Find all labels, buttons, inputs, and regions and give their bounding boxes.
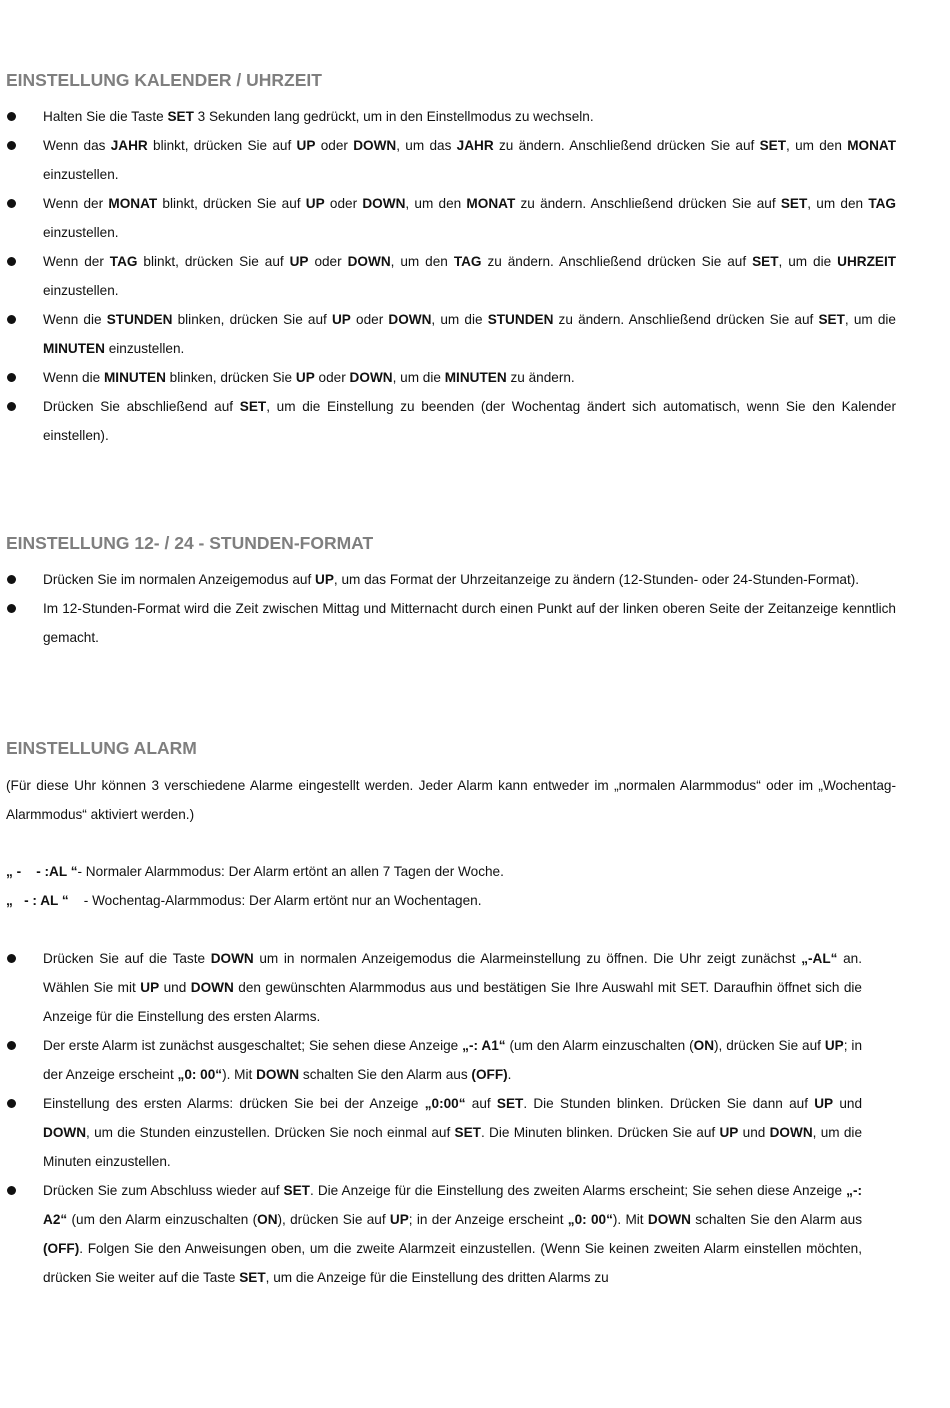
text-run: einzustellen. [43,283,119,298]
bold-term: TAG [453,254,482,269]
text-run: 3 Sekunden lang gedrückt, um in den Einstellmodus zu wechseln. [193,109,594,124]
bold-term: MONAT [466,196,516,211]
text-run: um in normalen Anzeigemodus die Alarmeinstellung zu öffnen. Die Uhr zeigt zunächst [253,951,802,966]
text-run: ; in der Anzeige erscheint [408,1212,568,1227]
text-run: oder [315,138,354,153]
text-run: , um die [778,254,838,269]
text-run: zu ändern. Anschließend drücken Sie auf [515,196,781,211]
bullet-item [6,305,896,363]
text-run: . Folgen Sie den Anweisungen oben, um die zweite Alarmzeit einzustellen. (Wenn Sie keinen zweiten Alarm einstellen möchten, drücken Sie weiter auf die Taste [43,1241,862,1285]
text-run: und [738,1125,770,1140]
bold-term: SET [239,399,267,414]
text-run: den gewünschten Alarmmodus aus und bestätigen Sie Ihre Auswahl mit SET. Daraufhin öffnet sich die Anzeige für die Einstellung des ersten Alarms. [43,980,862,1024]
bold-term: UP [296,138,316,153]
text-run: einzustellen. [43,167,119,182]
bold-term: UP [315,572,334,587]
bullet-dot-icon [7,575,16,584]
bold-term: „-: A1“ [462,1038,506,1053]
text-run: ; in der Anzeige erscheint [43,1038,863,1082]
text-run: Drücken Sie auf die Taste [43,951,211,966]
bullet-item [6,1176,862,1292]
text-run: Drücken Sie abschließend auf [43,399,240,414]
text-run: , um den [807,196,869,211]
bold-term: SET [167,109,194,124]
bold-term: UHRZEIT [837,254,897,269]
bold-term: UP [295,370,315,385]
bold-term: TAG [109,254,138,269]
bullet-item [6,944,862,1031]
text-run: ). Mit [612,1212,648,1227]
bold-term: DOWN [647,1212,691,1227]
bold-term: (OFF) [471,1067,508,1082]
section-title-hour-format: EINSTELLUNG 12- / 24 - STUNDEN-FORMAT [6,533,374,553]
text-run: , um die Minuten einzustellen. [43,1125,863,1169]
bullet-dot-icon [7,1099,16,1108]
text-run: , um die [431,312,488,327]
bold-term: SET [780,196,808,211]
bold-term: UP [289,254,309,269]
bullet-dot-icon [7,315,16,324]
bullet-dot-icon [7,1186,16,1195]
bold-term: SET [496,1096,524,1111]
text-run: blinken, drücken Sie [165,370,296,385]
bold-term: (OFF) [43,1241,80,1256]
bullet-item [6,392,896,450]
bullet-dot-icon [7,1041,16,1050]
bold-term: UP [331,312,351,327]
bold-term: DOWN [769,1125,813,1140]
bold-term: „ - : AL “ [6,893,69,908]
bold-term: UP [824,1038,844,1053]
text-run: einzustellen. [104,341,185,356]
bold-term: UP [814,1096,834,1111]
bold-term: DOWN [353,138,397,153]
bullet-dot-icon [7,257,16,266]
text-run: Wenn die [43,312,107,327]
bold-term: DOWN [210,951,254,966]
bold-term: UP [140,980,160,995]
bold-term: DOWN [362,196,406,211]
text-run: Im 12-Stunden-Format wird die Zeit zwischen Mittag und Mitternacht durch einen Punkt auf der linken oberen Seite der Zeitanzeige kenntlich gemacht. [43,601,896,645]
bullet-item [6,102,896,131]
bold-term: „-: A2“ [43,1183,862,1227]
text-run: (um den Alarm einzuschalten ( [505,1038,694,1053]
text-run: Der erste Alarm ist zunächst ausgeschaltet; Sie sehen diese Anzeige [43,1038,463,1053]
bullet-dot-icon [7,141,16,150]
text-run: einzustellen. [43,225,119,240]
bullet-dot-icon [7,199,16,208]
text-run: blinkt, drücken Sie auf [147,138,297,153]
alarm-intro-text: (Für diese Uhr können 3 verschiedene Alarme eingestellt werden. Jeder Alarm kann entweder im „normalen Alarmmodus“ oder im „Wochentag- Alarmmodus“ aktiviert werden.) [6,778,896,822]
text-run: schalten Sie den Alarm aus [299,1067,472,1082]
text-run: zu ändern. Anschließend drücken Sie auf [481,254,753,269]
text-run: . [507,1067,512,1082]
bold-term: TAG [868,196,896,211]
text-run: oder [314,370,350,385]
bullet-dot-icon [7,954,16,963]
bold-term: JAHR [456,138,494,153]
bold-term: SET [759,138,787,153]
bold-term: DOWN [43,1125,87,1140]
text-run: Wenn der [43,254,110,269]
text-run: , um die [844,312,896,327]
bullet-item [6,189,896,247]
text-run: blinken, drücken Sie auf [172,312,332,327]
text-run: , um das [396,138,457,153]
section-title-alarm: EINSTELLUNG ALARM [6,738,197,758]
calendar-steps-list [6,102,896,450]
bullet-dot-icon [7,402,16,411]
bold-term: UP [305,196,325,211]
text-run: oder [308,254,348,269]
text-run: oder [324,196,363,211]
text-run: . Die Anzeige für die Einstellung des zweiten Alarms erscheint; Sie sehen diese Anzeige [309,1183,847,1198]
text-run: und [833,1096,862,1111]
bold-term: DOWN [190,980,234,995]
bold-term: UP [719,1125,739,1140]
bold-term: DOWN [388,312,432,327]
text-run: ). Mit [222,1067,257,1082]
bullet-item [6,594,896,652]
bold-term: STUNDEN [106,312,173,327]
text-run: , um das Format der Uhrzeitanzeige zu ändern (12-Stunden- oder 24-Stunden-Format). [333,572,860,587]
bold-term: „-AL“ [801,951,838,966]
alarm-steps-list [6,944,862,1292]
bullet-item [6,131,896,189]
section-title-calendar: EINSTELLUNG KALENDER / UHRZEIT [6,70,322,90]
bullet-item [6,1089,862,1176]
text-run: . Die Stunden blinken. Drücken Sie dann auf [523,1096,815,1111]
bold-term: SET [239,1270,266,1285]
text-run: Wenn der [43,196,109,211]
bold-term: STUNDEN [487,312,554,327]
bold-term: JAHR [110,138,148,153]
text-run: schalten Sie den Alarm aus [690,1212,863,1227]
bold-term: DOWN [256,1067,300,1082]
bold-term: SET [818,312,845,327]
text-run: , um den [405,196,467,211]
text-run: zu ändern. Anschließend drücken Sie auf [553,312,819,327]
bold-term: MINUTEN [103,370,166,385]
bold-term: MINUTEN [43,341,105,356]
bullet-item [6,565,896,594]
hour-format-steps-list [6,565,896,652]
bold-term: SET [454,1125,481,1140]
bullet-dot-icon [7,112,16,121]
bold-term: MONAT [847,138,897,153]
text-run: Halten Sie die Taste [43,109,168,124]
text-run: ), drücken Sie auf [277,1212,390,1227]
text-run: - Wochentag-Alarmmodus: Der Alarm ertönt nur an Wochentagen. [68,893,482,908]
bold-term: UP [389,1212,409,1227]
text-run: Drücken Sie im normalen Anzeigemodus auf [43,572,316,587]
bullet-item [6,1031,862,1089]
text-run: Einstellung des ersten Alarms: drücken Sie bei der Anzeige [43,1096,425,1111]
text-run: , um den [390,254,454,269]
text-run: blinkt, drücken Sie auf [137,254,290,269]
text-run: auf [465,1096,497,1111]
bold-term: SET [283,1183,310,1198]
text-run: , um die Stunden einzustellen. Drücken Sie noch einmal auf [86,1125,455,1140]
bullet-dot-icon [7,373,16,382]
text-run: blinkt, drücken Sie auf [157,196,306,211]
bold-term: DOWN [347,254,391,269]
bold-term: „0: 00“ [177,1067,223,1082]
text-run: , um die Anzeige für die Einstellung des dritten Alarms zu [265,1270,609,1285]
bullet-item [6,363,896,392]
bold-term: SET [752,254,779,269]
bold-term: ON [257,1212,278,1227]
text-run: Wenn das [43,138,111,153]
bold-term: „ - - :AL “ [6,864,78,879]
text-run: zu ändern. [506,370,575,385]
text-run: , um die Einstellung zu beenden (der Wochentag ändert sich automatisch, wenn Sie den Kalender einstellen). [43,399,896,443]
alarm-mode-weekday [6,886,481,915]
bold-term: „0: 00“ [567,1212,613,1227]
text-run: , um den [786,138,848,153]
text-run: und [159,980,191,995]
text-run: - Normaler Alarmmodus: Der Alarm ertönt an allen 7 Tagen der Woche. [77,864,504,879]
text-run: . Die Minuten blinken. Drücken Sie auf [480,1125,720,1140]
bullet-dot-icon [7,604,16,613]
text-run: (um den Alarm einzuschalten ( [67,1212,258,1227]
bold-term: MONAT [108,196,158,211]
bold-term: MINUTEN [444,370,507,385]
bold-term: DOWN [349,370,393,385]
text-run: Wenn die [43,370,104,385]
text-run: zu ändern. Anschließend drücken Sie auf [493,138,760,153]
bullet-item [6,247,896,305]
text-run: oder [350,312,389,327]
bold-term: ON [693,1038,715,1053]
text-run: Drücken Sie zum Abschluss wieder auf [43,1183,284,1198]
text-run: ), drücken Sie auf [714,1038,825,1053]
text-run: , um die [392,370,445,385]
text-run: an. Wählen Sie mit [43,951,862,995]
alarm-mode-normal [6,857,504,886]
bold-term: „0:00“ [424,1096,466,1111]
